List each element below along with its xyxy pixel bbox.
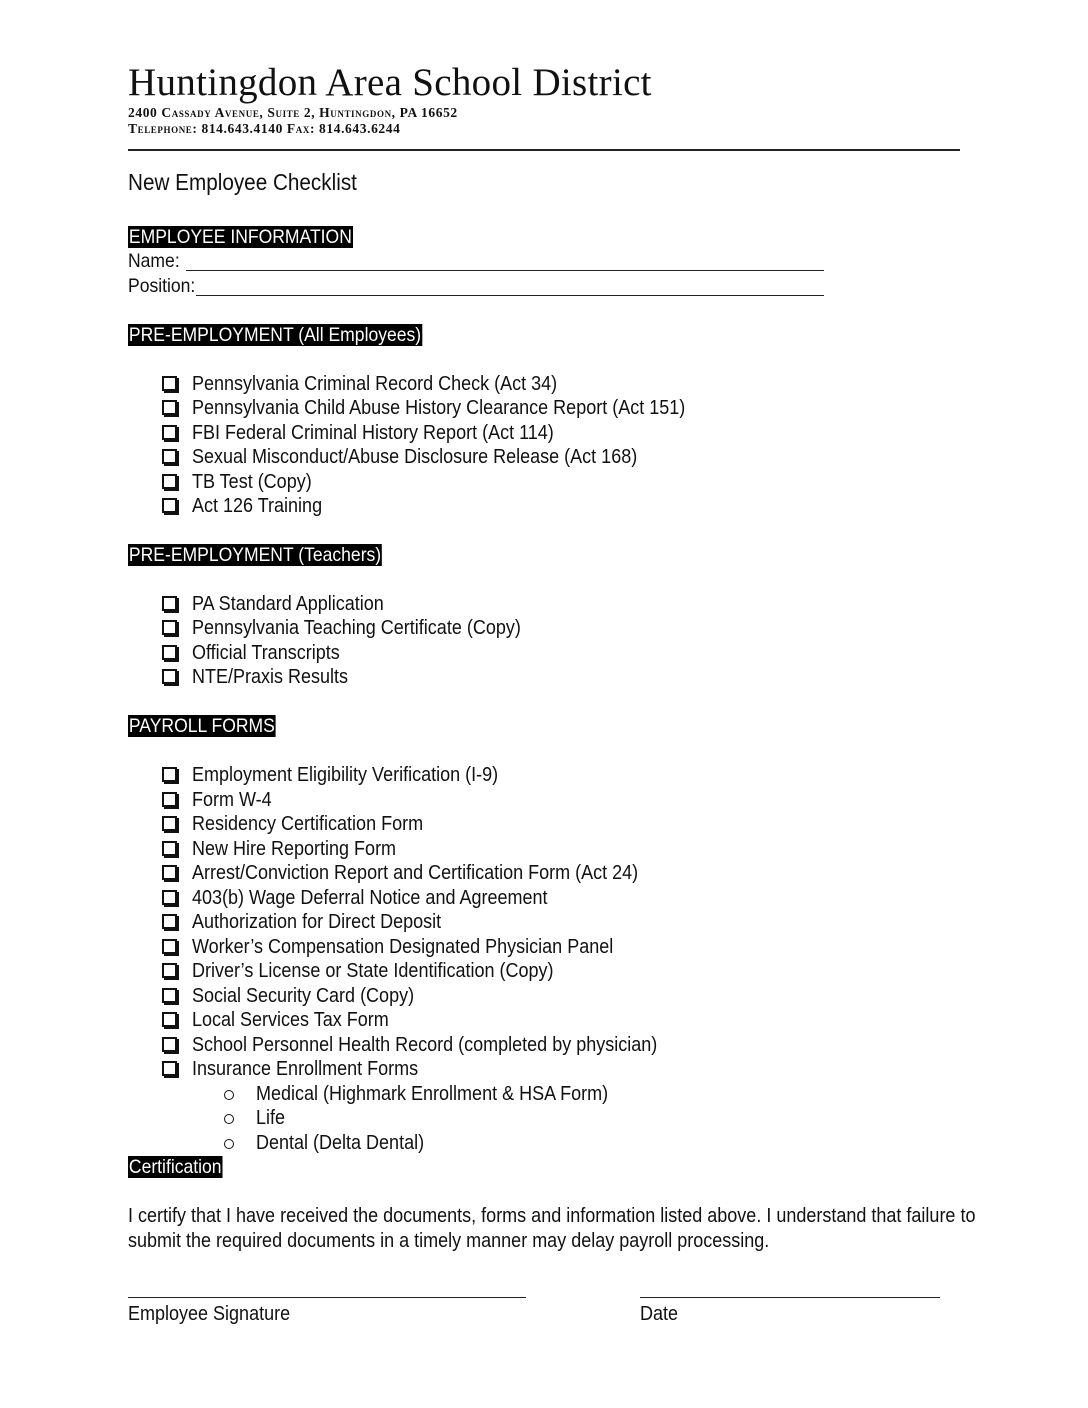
district-name: Huntingdon Area School District [128, 61, 652, 104]
employee-info-heading: EMPLOYEE INFORMATION [128, 226, 352, 248]
checkbox-icon[interactable] [162, 449, 177, 464]
insurance-subitem-label: Medical (Highmark Enrollment & HSA Form) [256, 1083, 609, 1105]
signature-label: Employee Signature [128, 1303, 291, 1325]
position-field[interactable] [196, 295, 824, 296]
checklist-item-label: Act 126 Training [192, 495, 323, 517]
checklist-item-label: Driver’s License or State Identification (Copy) [192, 960, 554, 982]
checklist-item-label: Social Security Card (Copy) [192, 985, 415, 1007]
name-label: Name: [128, 250, 180, 272]
checklist-item-label: Authorization for Direct Deposit [192, 911, 442, 933]
insurance-subitem-label: Life [256, 1107, 286, 1129]
checkbox-icon[interactable] [162, 890, 177, 905]
checklist-item-label: Pennsylvania Teaching Certificate (Copy) [192, 617, 521, 639]
checkbox-icon[interactable] [162, 376, 177, 391]
pre-employment-all-heading: PRE-EMPLOYMENT (All Employees) [128, 324, 422, 346]
checklist-item-label: Form W-4 [192, 789, 272, 811]
checkbox-icon[interactable] [162, 596, 177, 611]
page-title: New Employee Checklist [128, 169, 357, 195]
checklist-item-label: FBI Federal Criminal History Report (Act 114) [192, 422, 554, 444]
checklist-item-label: TB Test (Copy) [192, 471, 312, 493]
header-divider [128, 149, 960, 151]
checkbox-icon[interactable] [162, 914, 177, 929]
checklist-item-label: Employment Eligibility Verification (I-9) [192, 764, 499, 786]
checkbox-icon[interactable] [162, 498, 177, 513]
payroll-forms-heading: PAYROLL FORMS [128, 715, 275, 737]
checkbox-icon[interactable] [162, 767, 177, 782]
checklist-item-label: School Personnel Health Record (completed by physician) [192, 1034, 658, 1056]
date-line[interactable] [640, 1297, 940, 1298]
signature-line[interactable] [128, 1297, 526, 1298]
checkbox-icon[interactable] [162, 939, 177, 954]
checklist-item-label: 403(b) Wage Deferral Notice and Agreement [192, 887, 548, 909]
position-label: Position: [128, 275, 196, 297]
circle-bullet-icon [224, 1090, 234, 1100]
checkbox-icon[interactable] [162, 963, 177, 978]
checkbox-icon[interactable] [162, 1037, 177, 1052]
checkbox-icon[interactable] [162, 988, 177, 1003]
checklist-item-label: Insurance Enrollment Forms [192, 1058, 419, 1080]
checklist-item-label: PA Standard Application [192, 593, 384, 615]
checkbox-icon[interactable] [162, 792, 177, 807]
checklist-item-label: Arrest/Conviction Report and Certification Form (Act 24) [192, 862, 639, 884]
checklist-item-label: Official Transcripts [192, 642, 340, 664]
checkbox-icon[interactable] [162, 474, 177, 489]
checklist-item-label: Residency Certification Form [192, 813, 424, 835]
checklist-item-label: New Hire Reporting Form [192, 838, 397, 860]
checkbox-icon[interactable] [162, 865, 177, 880]
checklist-item-label: NTE/Praxis Results [192, 666, 349, 688]
district-address: 2400 Cassady Avenue, Suite 2, Huntingdon, PA 16652 [128, 105, 458, 120]
certification-text-line1: I certify that I have received the documents, forms and information listed above. I understand that failure to [128, 1205, 976, 1227]
pre-employment-teachers-heading: PRE-EMPLOYMENT (Teachers) [128, 544, 382, 566]
checklist-item-label: Local Services Tax Form [192, 1009, 389, 1031]
checkbox-icon[interactable] [162, 1012, 177, 1027]
checkbox-icon[interactable] [162, 841, 177, 856]
checkbox-icon[interactable] [162, 400, 177, 415]
checklist-item-label: Worker’s Compensation Designated Physician Panel [192, 936, 614, 958]
circle-bullet-icon [224, 1114, 234, 1124]
checkbox-icon[interactable] [162, 669, 177, 684]
certification-heading: Certification [128, 1156, 222, 1178]
checkbox-icon[interactable] [162, 425, 177, 440]
checklist-item-label: Pennsylvania Criminal Record Check (Act 34) [192, 373, 558, 395]
circle-bullet-icon [224, 1139, 234, 1149]
insurance-subitem-label: Dental (Delta Dental) [256, 1132, 425, 1154]
checklist-item-label: Sexual Misconduct/Abuse Disclosure Release (Act 168) [192, 446, 638, 468]
name-field[interactable] [186, 270, 824, 271]
district-contact: Telephone: 814.643.4140 Fax: 814.643.6244 [128, 121, 401, 136]
date-label: Date [640, 1303, 679, 1325]
checkbox-icon[interactable] [162, 1061, 177, 1076]
certification-text-line2: submit the required documents in a timely manner may delay payroll processing. [128, 1230, 770, 1252]
checklist-item-label: Pennsylvania Child Abuse History Clearance Report (Act 151) [192, 397, 686, 419]
checkbox-icon[interactable] [162, 645, 177, 660]
checkbox-icon[interactable] [162, 816, 177, 831]
checkbox-icon[interactable] [162, 620, 177, 635]
